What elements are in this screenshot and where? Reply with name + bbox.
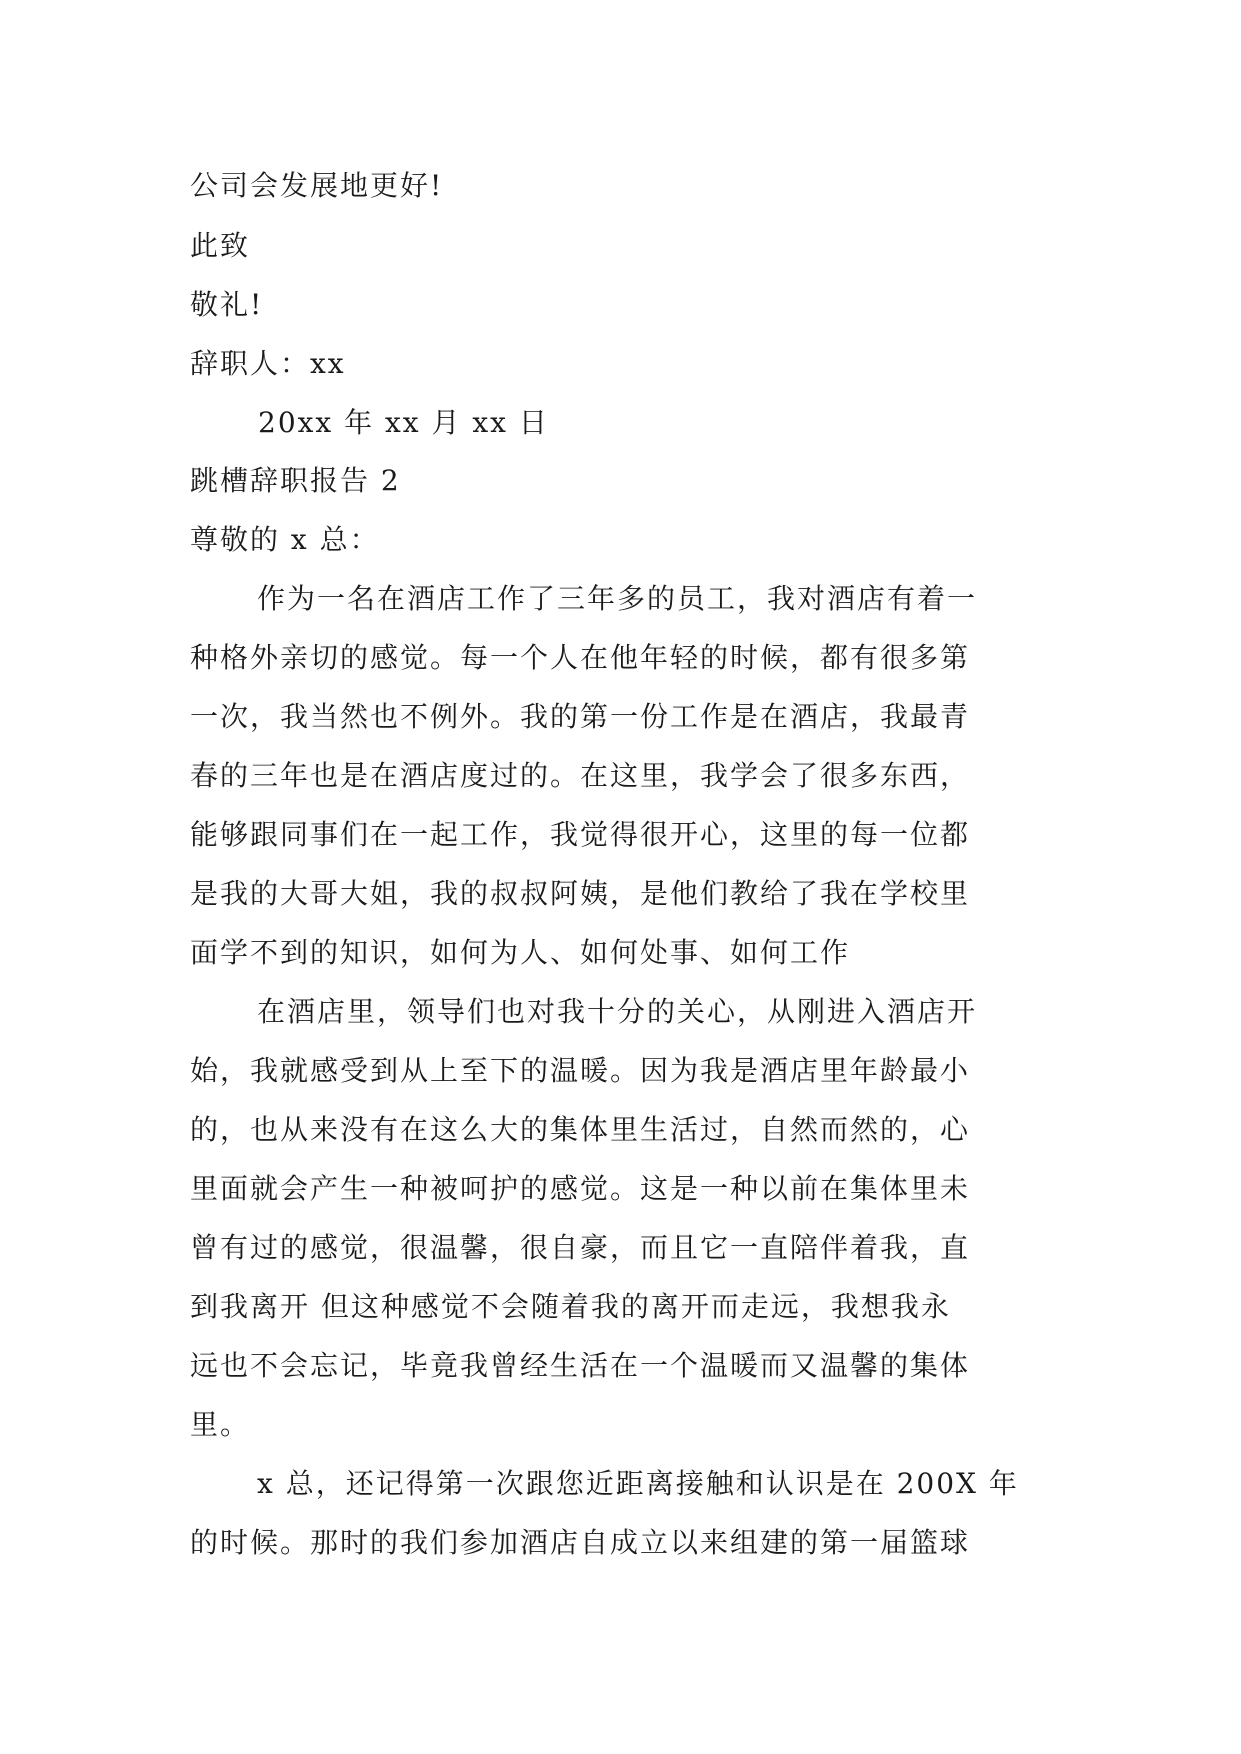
closing-line-3: 敬礼! xyxy=(190,288,264,321)
paragraph-line: 到我离开 但这种感觉不会随着我的离开而走远，我想我永 xyxy=(190,1290,951,1323)
paragraph-line: 曾有过的感觉，很温馨，很自豪，而且它一直陪伴着我，直 xyxy=(190,1231,971,1264)
date-line: 20xx 年 xx 月 xx 日 xyxy=(258,406,549,439)
letter-title: 跳槽辞职报告 2 xyxy=(190,464,401,497)
paragraph-line: 能够跟同事们在一起工作，我觉得很开心，这里的每一位都 xyxy=(190,818,971,851)
signer-line: 辞职人：xx xyxy=(190,347,346,380)
paragraph-line: 始，我就感受到从上至下的温暖。因为我是酒店里年龄最小 xyxy=(190,1054,971,1087)
salutation: 尊敬的 x 总： xyxy=(190,523,380,556)
paragraph-line: 一次，我当然也不例外。我的第一份工作是在酒店，我最青 xyxy=(190,700,971,733)
paragraph-line: 在酒店里，领导们也对我十分的关心，从刚进入酒店开 xyxy=(257,995,978,1028)
paragraph-line: 里面就会产生一种被呵护的感觉。这是一种以前在集体里未 xyxy=(190,1172,971,1205)
closing-line-1: 公司会发展地更好! xyxy=(190,169,444,202)
paragraph-line: 春的三年也是在酒店度过的。在这里，我学会了很多东西， xyxy=(190,759,971,792)
closing-line-2: 此致 xyxy=(190,229,251,262)
paragraph-line: 种格外亲切的感觉。每一个人在他年轻的时候，都有很多第 xyxy=(190,641,971,674)
paragraph-line: 作为一名在酒店工作了三年多的员工，我对酒店有着一 xyxy=(257,582,978,615)
paragraph-line: 是我的大哥大姐，我的叔叔阿姨，是他们教给了我在学校里 xyxy=(190,877,971,910)
paragraph-line: 远也不会忘记，毕竟我曾经生活在一个温暖而又温馨的集体 xyxy=(190,1349,971,1382)
paragraph-line: 的时候。那时的我们参加酒店自成立以来组建的第一届篮球 xyxy=(190,1526,971,1559)
paragraph-line: x 总，还记得第一次跟您近距离接触和认识是在 200X 年 xyxy=(257,1467,1019,1500)
paragraph-line: 面学不到的知识，如何为人、如何处事、如何工作 xyxy=(190,936,851,969)
paragraph-line: 的，也从来没有在这么大的集体里生活过，自然而然的，心 xyxy=(190,1113,971,1146)
paragraph-line: 里。 xyxy=(190,1408,251,1441)
